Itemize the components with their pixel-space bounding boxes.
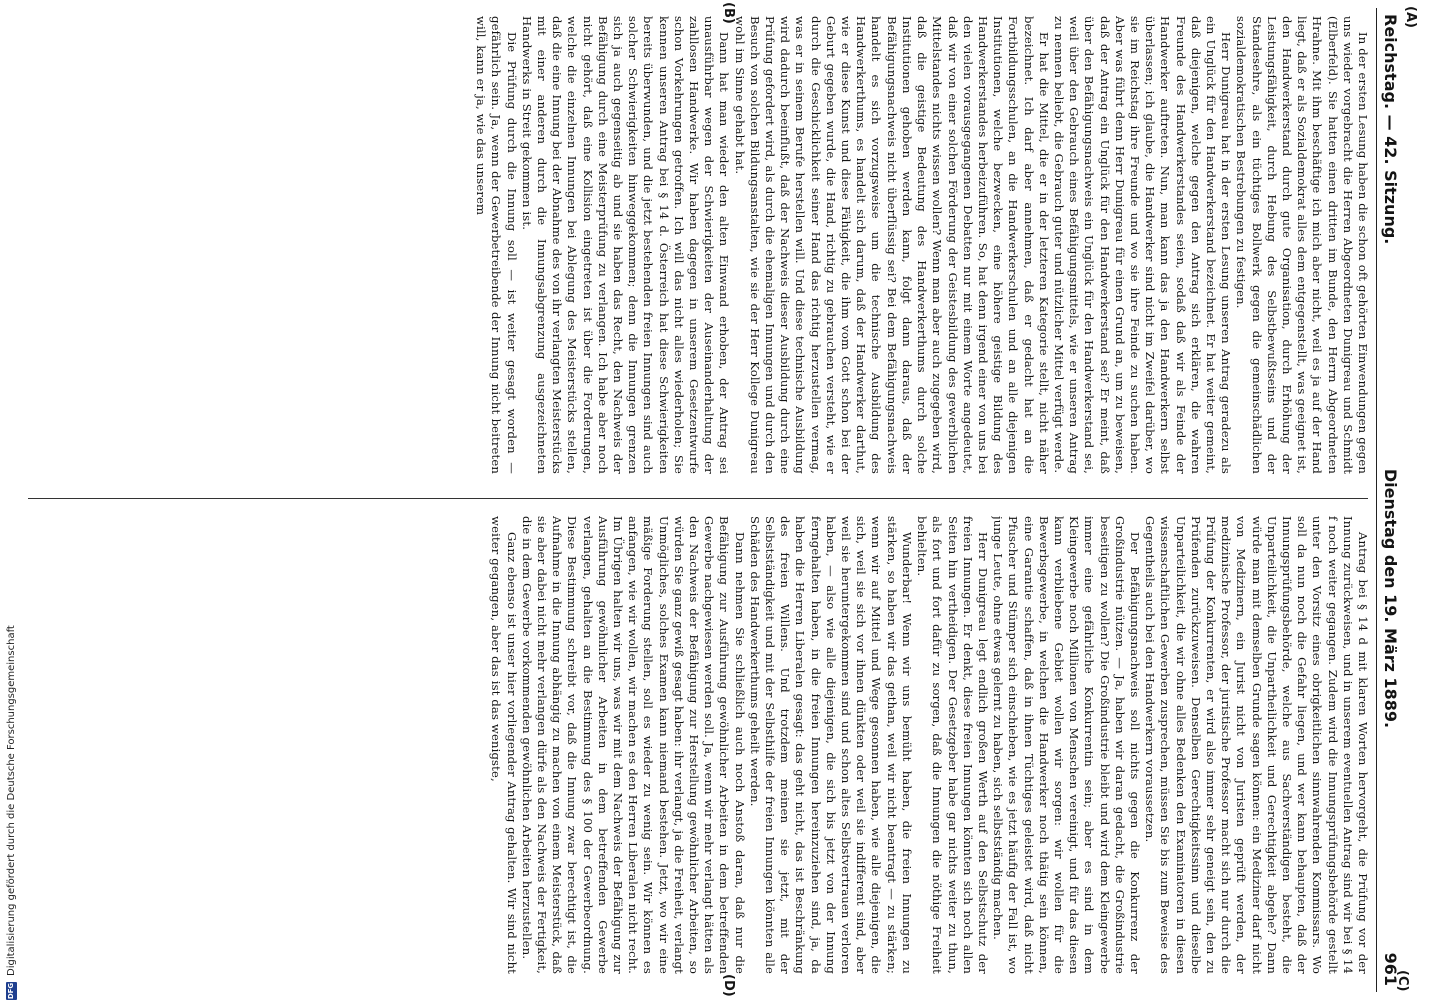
paragraph: Dann nehmen Sie schließlich auch noch Anstoß daran, daß nur die Befähigung zur Ausführung gewöhnlicher Arbeiten in dem betreffenden Gewerbe nachgewiesen werden soll. Ja, wenn wir mehr verlangt hätten als den Nachweis der Befähigung zur Herstellung gewöhnlicher Arbeiten, so würden Sie ganz gewiß gesagt haben: ihr verlangt, ja die Freiheit, verlangt Unmögliches, solches Examen kann niemand bestehen. Jetzt, wo wir eine mäßige Forderung stellen, soll es wieder zu wenig sein. Wir können es anfangen, wie wir wollen, wir machen es den Herren Liberalen nicht recht. Im Übrigen halten wir uns, was wir mit dem Nachweis der Befähigung zur Ausführung gewöhnlicher Arbeiten in dem betreffenden Gewerbe verlangen, gehalten an die Bestimmung des § 100 der Gewerbeordnung. Diese Bestimmung schreibt vor, daß die Innung zwar berechtigt ist, die Aufnahme in die Innung abhängig zu machen von einem Meisterstück, daß sie aber dabei nicht mehr verlangen dürfe als den Nachweis der Fertigkeit, die in dem Gewerbe vorkommenden gewöhnlichen Arbeiten herzustellen. [519, 516, 747, 974]
paragraph: Ganz ebenso ist unser hier vorliegender Antrag gehalten. Wir sind nicht weiter gegangen, aber das ist das wenigste, [489, 516, 519, 974]
margin-marker-a: (A) [1403, 6, 1418, 28]
paragraph: Die Prüfung durch die Innung soll — ist weiter gesagt worden — gefährlich sein. Ja, wenn der Gewerbetreibende der Innung nicht beitreten will, kann er ja, wie das unserem [474, 16, 519, 474]
digitization-footer [4, 0, 18, 1000]
footer-text: Digitalisierung gefördert durch die Deutsche Forschungsgemeinschaft [5, 625, 17, 976]
header-date: Dienstag den 19. März 1889. [1381, 468, 1400, 729]
paragraph: Der Befähigungsnachweis soll nichts gegen die Konkurrenz der Großindustrie nützen. — Ja, haben wir daran gedacht, die Großindustrie beseitigen zu wollen? Die Großindustrie bleibt und wird dem Kleingewerbe immer eine gefährliche Konkurrentin sein; aber es sind in dem Kleingewerbe noch Millionen von Menschen vereinigt, und für das diesen kann verbliebene Gebiet wollen wir sorgen: wir wollen für die Bewerbsgewerbe, in welchen die Handwerker noch thätig sein können, eine Garantie schaffen, daß in ihnen Tüchtiges geleistet wird, daß nicht Pfuscher und Stümper sich einschieben, wie es jetzt häufig der Fall ist, wo junge Leute, ohne etwas gelernt zu haben, sich selbstständig machen. [991, 516, 1142, 974]
paragraph: Er hat die Mittel, die er in der letzteren Kategorie stellt, nicht näher bezeichnet. Ich darf aber annehmen, daß er gedacht hat an die Fortbildungsschulen, an die Handwerkerschulen und an alle diejenigen Institutionen, welche bezwecken, eine höhere geistige Bildung des Handwerkerstandes herbeizuführen. So, hat denn irgend einer von uns bei den vielen vorausgegangenen Debatten nur mit einem Worte angedeutet, daß wir von einer solchen Förderung der Geistesbildung des gewerblichen Mittelstandes nichts wissen wollen? Wenn man aber auch zugegeben wird, daß die geistige Bedeutung des Handwerkerthums durch solche Institutionen gehoben werden kann, folgt dann daraus, daß der Befähigungsnachweis nicht überflüssig sei? Bei dem Befähigungsnachweis handelt es sich vorzugsweise um die technische Ausbildung des Handwerkerthums, es handelt sich darum, daß der Handwerker darthut, wie er diese Kunst und diese Fähigkeit, die ihm vom Gott schon bei der Geburt gegeben wurde, die Hand, richtig zu gebrauchen versteht, wie er durch die Geschicklichkeit seiner Hand das richtig herzustellen vermag, was er in seinem Berufe herstellen will. Und diese technische Ausbildung wird dadurch beeinflußt, daß der Nachweis dieser Ausbildung durch eine Prüfung gefordert wird, als durch die ehemaligen Innungen und durch den Besuch von solchen Bildungsanstalten, wie sie der Herr Kollege Dunigreau wohl im Sinne gehabt hat. [732, 16, 1051, 474]
margin-marker-b: (B) [721, 2, 736, 24]
paragraph: Herr Dunigreau hat in der ersten Lesung unseren Antrag geradezu als ein Unglück für den Handwerkerstand bezeichnet. Er hat weiter gemeint, daß diejenigen, welche gegen den Antrag sich erklären, die wahren Freunde des Handwerkerstandes seien, sodaß daß wir als Feinde der Handwerker auftreten. Nun, man kann das ja den Handwerkern selbst überlassen; ich glaube, die Handwerker sind nicht im Zweifel darüber, wo sie im Reichstag ihre Freunde und wo sie ihre Feinde zu suchen haben. Aber was führt denn Herr Dunigreau für einen Grund an, um zu beweisen, daß der Antrag ein Unglück für den Handwerkerstand sei? Er meint, daß über den Befähigungsnachweis ein Unglück für den Handwerkerstand sei, weil über den Gebrauch eines Befähigungsmittels, wie er unseren Antrag zu nennen beliebt, die Gebrauch guter und nützlicher Mittel verfügt werde. [1051, 16, 1234, 474]
paragraph: Dann hat man wieder den alten Einwand erhoben, der Antrag sei unausführbar wegen der Schwierigkeiten der Auseinanderhaltung der zahllosen Handwerke. Wir haben dagegen in unserem Gesetzentwurfe schon Vorkehrungen getroffen. Ich will das nicht alles wiederholen; Sie kennen unseren Antrag bei § 14 d. Österreich hat diese Schwierigkeiten bereits überwunden, und die jetzt bestehenden freien Innungen sind auch solcher Schwierigkeiten hinweggekommen; denn die Innungen grenzen sich ja auch gegenseitig ab und sie haben das Recht, den Nachweis der Befähigung durch eine Meisterprüfung zu verlangen. Ich habe aber noch nicht gehört, daß eine Kollision eingetreten ist über die Forderungen, welche die einzelnen Innungen bei Ablegung des Meisterstücks stellen, daß die eine Innung bei der Abnahme des von ihr verlangten Meisterstücks mit einer anderen durch die Innungsabgrenzung ausgezeichneten Handwerks in Streit gekommen ist. [519, 16, 732, 474]
page-number: 961 [1381, 952, 1400, 986]
margin-marker-d: (D) [721, 974, 736, 997]
paragraph: Herr Dunigreau legt endlich großen Werth auf den Selbstschutz der freien Innungen. Er denkt, diese freien Innungen könnten sich noch allen Seiten hin vertheidigen. Der Gesetzgeber habe gar nichts weiter zu thun, als fort und fort dafür zu sorgen, daß die Innungen die nöthige Freiheit behielten. [915, 516, 990, 974]
column-divider [28, 498, 1368, 499]
rotated-page-content [17, 2, 1418, 997]
dfg-logo-icon: DFG [6, 982, 15, 1000]
paragraph: Wunderbar! Wenn wir uns bemüht haben, die freien Innungen zu stärken, so haben wir das gethan, weil wir nicht beantragt — zu stärken; wenn wir auf Mittel und Wege gesonnen haben, wie alle diejenigen, die sich, weil sie sich vor ihnen dünkten oder weil sie indifferent sind, aber weil sie heruntergekommen sind und schon altes Selbstvertrauen verloren haben, — also wie alle diejenigen, die sich bis jetzt von der Innung ferngehalten haben, in die freien Innungen hereinzuziehen sind, ja, da haben die Herren Liberalen gesagt: das geht nicht, das ist Beschränkung des freien Willens. Und trotzdem meinen sie jetzt, mit der Selbstständigkeit und mit der Selbsthilfe der freien Innungen könnten alle Schäden des Handwerkerthums geheilt werden. [747, 516, 914, 974]
text-column-right [30, 516, 1370, 974]
margin-marker-c: (C) [1395, 970, 1410, 992]
text-column-left [30, 16, 1370, 474]
page-header [1376, 8, 1412, 992]
paragraph: Antrag bei § 14 d mit klaren Worten hervorgeht, die Prüfung vor der Innung zurückweisen, und in unserem eventuellen Antrag sind wir bei § 14 f noch weiter gegangen. Zudem wird die Innungsprüfungsbehörde gestellt unter den Vorsitz eines obrigkeitlichen sinnwahrenden Kommissars. Wo soll da nun noch die Gefahr liegen, und wer kann behaupten, daß der Innungsprüfungsbehörde, welche aus Sachverständigen besteht, die Unparteilichkeit, die Unpartheilichkeit und Gerechtigkeit abgehe? Dann würde man mit demselben Grunde sagen können: ein Mediziner darf nicht von Medizinern, ein Jurist nicht von Juristen geprüft werden, der medizinische Professor, der juristische Professor macht sich nur durch die Prüfung der Konkurrenten, er wird also immer sehr geneigt sein, den zu Prüfenden zurückzuweisen. Denselben Gerechtigkeitssinn und dieselbe Unparteilichkeit, die wir ohne alles Bedenken den Examinatoren in diesen wissenschaftlichen Gewerben zusprechen, müssen Sie bis zum Beweise des Gegentheils auch bei den Handwerkern voraussetzen. [1143, 516, 1370, 974]
header-session: Reichstag. — 42. Sitzung. [1381, 14, 1400, 245]
paragraph: In der ersten Lesung haben die schon oft gehörten Einwendungen gegen uns wieder vorgebracht die Herren Abgeordneten Dunigreau und Schmidt (Elberfeld). Sie hatten einen dritten im Bunde, den Herrn Abgeordneten Hrahne. Mit ihm beschäftige ich mich aber nicht, weil es ja auf der Hand liegt, daß er als Sozialdemokrat alles dem entgegenstellt, was geeignet ist, den Handwerkerstand durch gute Organisation, durch Erhöhung der Leistungsfähigkeit, durch Hebung des Selbstbewußtseins und der Standesehre, als ein tüchtiges Bollwerk gegen die gemeinschädlichen sozialdemokratischen Bestrebungen zu festigen. [1234, 16, 1370, 474]
